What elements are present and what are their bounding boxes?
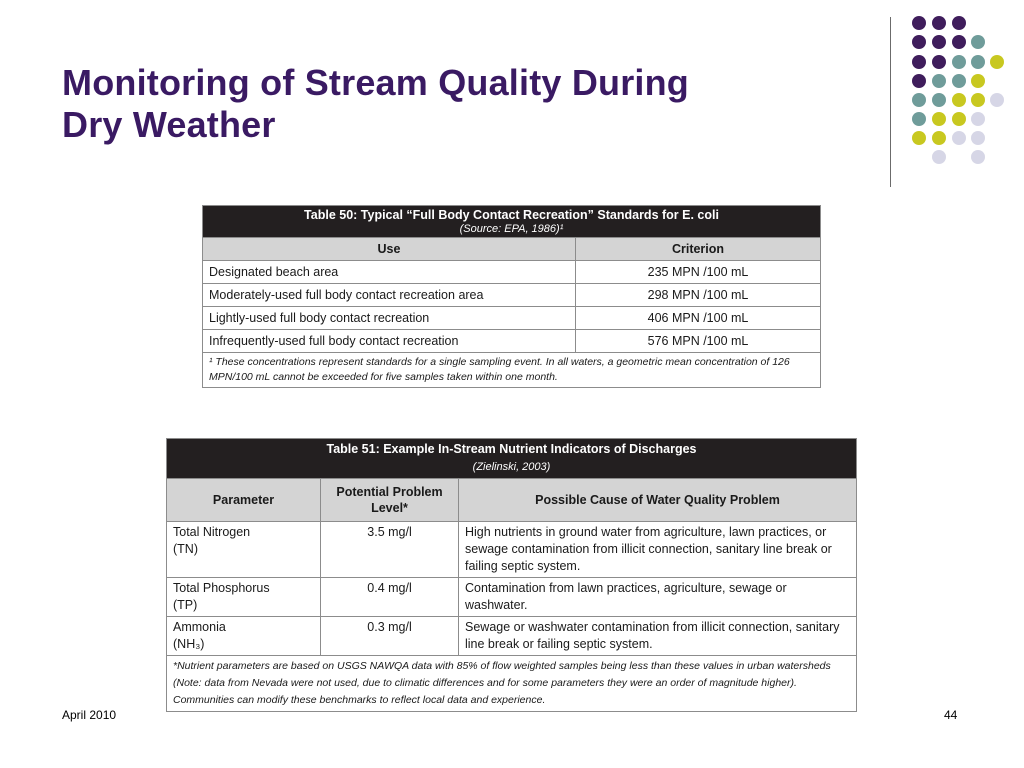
table-cell-cause: High nutrients in ground water from agriculture, lawn practices, or sewage contamination from illicit connection, sanitary line break or failing septic system. <box>459 522 857 578</box>
slide-title <box>62 62 822 146</box>
title-line-2: Dry Weather <box>62 104 276 145</box>
table-51-title: Table 51: Example In-Stream Nutrient Indicators of Discharges <box>326 442 697 456</box>
parameter-name: Total Phosphorus <box>173 581 270 595</box>
decor-dot <box>932 93 946 107</box>
table-51-source: (Zielinski, 2003) <box>472 461 551 473</box>
decor-dot <box>952 131 966 145</box>
decor-dot <box>932 131 946 145</box>
table-row <box>167 578 857 617</box>
decor-dot <box>912 131 926 145</box>
decor-dot <box>912 55 926 69</box>
table-cell-parameter <box>167 578 321 617</box>
decor-dot <box>971 112 985 126</box>
table-cell-criterion: 298 MPN /100 mL <box>576 284 821 307</box>
table-row <box>203 284 821 307</box>
table-cell-use: Infrequently-used full body contact recreation <box>203 330 576 353</box>
table-51-footnote: *Nutrient parameters are based on USGS NAWQA data with 85% of flow weighted samples being less than these values in urban watersheds (Note: data from Nevada were not used, due to climatic differences and for some parameters they were an order of magnitude higher). Communities can modify these benchmarks to reflect local data and experience. <box>167 656 857 712</box>
footer-date: April 2010 <box>62 708 117 722</box>
table-cell-use: Lightly-used full body contact recreation <box>203 307 576 330</box>
table-50-caption <box>203 206 821 238</box>
decor-dot <box>932 150 946 164</box>
title-divider-line <box>890 17 891 187</box>
table-51-header-level: Potential Problem Level* <box>321 479 459 522</box>
table-cell-use: Moderately-used full body contact recreation area <box>203 284 576 307</box>
table-cell-level: 3.5 mg/l <box>321 522 459 578</box>
decor-dot <box>952 112 966 126</box>
decor-dot <box>971 55 985 69</box>
table-cell-parameter <box>167 522 321 578</box>
table-row <box>167 617 857 656</box>
table-50-footnote: ¹ These concentrations represent standards for a single sampling event. In all waters, a geometric mean concentration of 126 MPN/100 mL cannot be exceeded for five samples taken within one month. <box>203 353 821 388</box>
table-51-caption <box>167 439 857 479</box>
table-cell-use: Designated beach area <box>203 261 576 284</box>
decor-dot <box>971 131 985 145</box>
table-row <box>167 522 857 578</box>
table-cell-parameter <box>167 617 321 656</box>
parameter-name: Ammonia <box>173 620 226 634</box>
decor-dot <box>990 55 1004 69</box>
decor-dot <box>952 93 966 107</box>
decor-dot <box>912 16 926 30</box>
parameter-abbrev: (TP) <box>173 598 198 612</box>
table-50-header-criterion: Criterion <box>576 238 821 261</box>
table-row <box>203 330 821 353</box>
table-row <box>203 261 821 284</box>
decor-dot <box>932 112 946 126</box>
decor-dot <box>912 74 926 88</box>
decor-dot <box>932 16 946 30</box>
decor-dot <box>990 93 1004 107</box>
decor-dot <box>952 55 966 69</box>
table-50-ecoli-standards <box>202 205 821 388</box>
table-row <box>203 307 821 330</box>
table-cell-cause: Sewage or washwater contamination from illicit connection, sanitary line break or failing septic system. <box>459 617 857 656</box>
table-50-header-use: Use <box>203 238 576 261</box>
decor-dot <box>971 150 985 164</box>
decor-dot <box>932 74 946 88</box>
decor-dot <box>971 74 985 88</box>
decor-dot <box>971 35 985 49</box>
table-cell-criterion: 235 MPN /100 mL <box>576 261 821 284</box>
table-cell-criterion: 576 MPN /100 mL <box>576 330 821 353</box>
table-51-nutrient-indicators <box>166 438 857 712</box>
decor-dot <box>952 74 966 88</box>
parameter-abbrev: (TN) <box>173 542 198 556</box>
decor-dot <box>952 16 966 30</box>
title-line-1: Monitoring of Stream Quality During <box>62 62 689 103</box>
parameter-abbrev: (NH₃) <box>173 637 205 651</box>
table-51-header-cause: Possible Cause of Water Quality Problem <box>459 479 857 522</box>
decor-dot <box>912 35 926 49</box>
decor-dot <box>932 55 946 69</box>
table-50-source: (Source: EPA, 1986)¹ <box>459 223 564 235</box>
table-51-header-parameter: Parameter <box>167 479 321 522</box>
table-cell-level: 0.4 mg/l <box>321 578 459 617</box>
table-50-title: Table 50: Typical “Full Body Contact Recreation” Standards for E. coli <box>304 208 719 222</box>
decor-dot <box>952 35 966 49</box>
table-cell-level: 0.3 mg/l <box>321 617 459 656</box>
decor-dot <box>912 112 926 126</box>
table-cell-cause: Contamination from lawn practices, agriculture, sewage or washwater. <box>459 578 857 617</box>
decor-dot <box>971 93 985 107</box>
page-number: 44 <box>944 708 958 722</box>
decor-dot <box>932 35 946 49</box>
table-cell-criterion: 406 MPN /100 mL <box>576 307 821 330</box>
decor-dot <box>912 93 926 107</box>
parameter-name: Total Nitrogen <box>173 525 251 539</box>
